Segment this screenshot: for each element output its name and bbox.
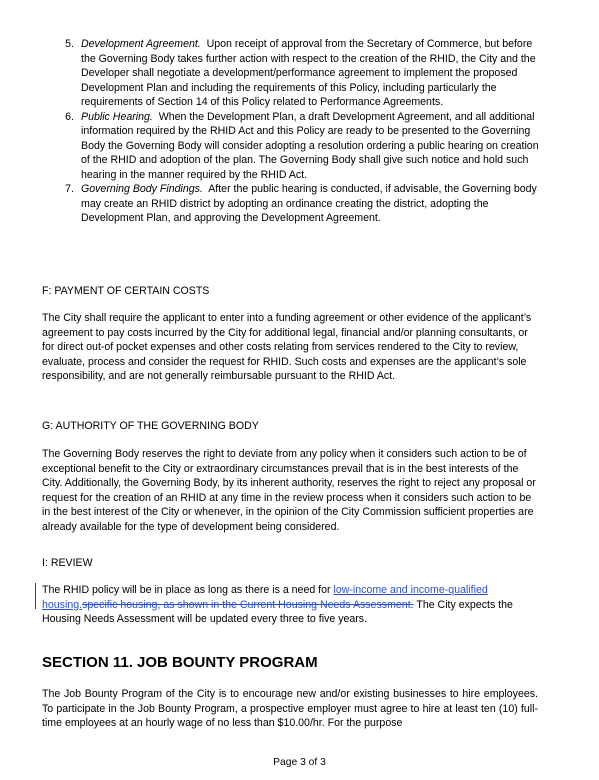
change-bar (35, 583, 36, 609)
review-text-end: The City expects the Housing Needs Assessment will be updated every three to five years. (42, 598, 513, 625)
page-footer: Page 3 of 3 (273, 757, 326, 768)
section-f-heading: F: PAYMENT OF CERTAIN COSTS (42, 285, 210, 297)
review-text-start: The RHID policy will be in place as long as there is a need for (42, 584, 334, 596)
section-g-heading: G: AUTHORITY OF THE GOVERNING BODY (42, 420, 259, 432)
section-g-body: The Governing Body reserves the right to deviate from any policy when it considers such action to be of exceptional benefit to the City or extraordinary circumstances prevail that is in the best interests of the City. Additionally, the Governing Body, by its inherent authority, reserves the right to reject any proposal or request for the creation of an RHID at any time in the review process when it considers such action to be in the best interest of the City or whenever, in the opinion of the City Commission sufficient properties are already available for the type of development being considered. (42, 448, 536, 533)
list-item (60, 110, 540, 183)
list-item-text: When the Development Plan, a draft Development Agreement, and all additional information required by the RHID Act and this Policy are ready to be presented to the Governing Body the Governing Body will consider adopting a resolution ordering a public hearing on creation of the RHID and adoption of the plan. The Governing Body shall give such notice and hold such hearing in the manner required by the RHID Act. (81, 110, 539, 181)
section-i-body (42, 583, 538, 627)
section-f-body: The City shall require the applicant to enter into a funding agreement or other evidence of the applicant’s agreement to pay costs incurred by the City for additional legal, financial and/or planning consultants, or for direct out-of pocket expenses and other costs relating from services rendered to the City to review, evaluate, process and consider the request for RHID. Such costs and expenses are the applicant’s sole responsibility, and are not generally reimbursable pursuant to the RHID Act. (42, 312, 532, 382)
list-item-title: Governing Body Findings. (81, 183, 203, 195)
list-item (60, 37, 540, 110)
section-11-title: SECTION 11. JOB BOUNTY PROGRAM (42, 654, 318, 671)
list-item-number: 7. (65, 183, 74, 195)
list-item-title: Development Agreement. (81, 38, 201, 50)
section-11-body: The Job Bounty Program of the City is to encourage new and/or existing businesses to hire employees. To participate in the Job Bounty Program, a prospective employer must agree to hire at least ten (10) full-time employees at an hourly wage of no less than $10.00/hr. For the purpose (42, 688, 538, 729)
list-item-text: After the public hearing is conducted, if advisable, the Governing body may create an RHID district by adopting an ordinance creating the district, adopting the Development Plan, and approving the Development Agreement. (81, 183, 537, 224)
list-item-number: 5. (65, 38, 74, 50)
section-i-heading: I: REVIEW (42, 557, 93, 569)
deleted-text: specific housing, as shown in the Current Housing Needs Assessment. (82, 598, 414, 611)
numbered-list (60, 37, 540, 226)
list-item-text: Upon receipt of approval from the Secretary of Commerce, but before the Governing Body takes further action with respect to the creation of the RHID, the City and the Developer shall negotiate a development/performance agreement to implement the proposed Development Plan and including the requirements of this Policy, including particularly the requirements of Section 14 of this Policy related to Performance Agreements. (81, 38, 536, 108)
list-item-number: 6. (65, 110, 74, 123)
list-item (60, 182, 540, 226)
inserted-text: low-income and income-qualified housing. (42, 584, 488, 611)
list-item-title: Public Hearing. (81, 110, 153, 123)
